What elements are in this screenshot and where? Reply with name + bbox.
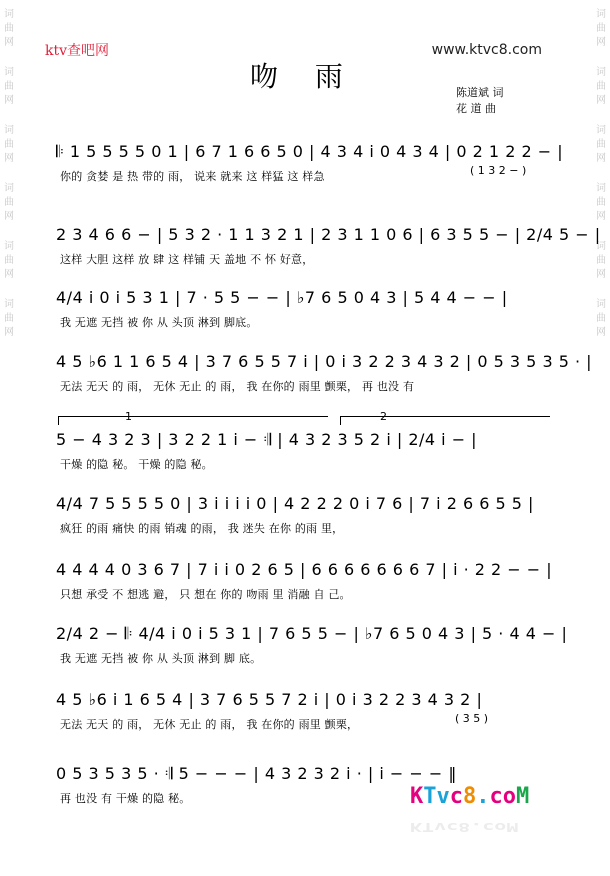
- alternate-notes: ( 3 5 ): [455, 712, 489, 725]
- side-watermark-char: 词: [4, 299, 14, 310]
- score-row-notes: 4 5 ♭6 i 1 6 5 4 | 3 7 6 5 5 7 2 i | 0 i 3 2 2 3 4 3 2 |: [56, 690, 483, 709]
- side-watermark-right: [594, 8, 608, 356]
- side-watermark-char: 词: [596, 241, 606, 252]
- score-row-notes: 4/4 7 5 5 5 5 0 | 3 i i i i 0 | 4 2 2 2 0 i 7 6 | 7 i 2 6 6 5 5 |: [56, 494, 534, 513]
- side-watermark-char: 网: [4, 95, 14, 106]
- site-url[interactable]: www.ktvc8.com: [431, 42, 542, 58]
- side-watermark-char: 网: [4, 327, 14, 338]
- side-watermark-char: 网: [4, 269, 14, 280]
- side-watermark-char: 词: [596, 183, 606, 194]
- score-row-lyrics: 我 无遮 无挡 被 你 从 头顶 淋到 脚底。: [60, 316, 258, 329]
- side-watermark-char: 网: [596, 269, 606, 280]
- side-watermark-char: 曲: [4, 313, 14, 324]
- side-watermark-char: 曲: [4, 197, 14, 208]
- side-watermark-char: 词: [4, 125, 14, 136]
- side-watermark-char: 曲: [596, 139, 606, 150]
- score-row-lyrics: 只想 承受 不 想逃 避， 只 想在 你的 吻雨 里 消融 自 己。: [60, 588, 351, 601]
- score-row-notes: 4 4 4 4 0 3 6 7 | 7 i i 0 2 6 5 | 6 6 6 6 6 6 6 7 | i · 2 2 − − |: [56, 560, 553, 579]
- side-watermark-char: 网: [596, 327, 606, 338]
- site-label: ktv查吧网: [45, 43, 110, 59]
- side-watermark-char: 曲: [596, 23, 606, 34]
- score-row-notes: 2/4 2 − 𝄆 4/4 i 0 i 5 3 1 | 7 6 5 5 − | ♭7 6 5 0 4 3 | 5 · 4 4 − |: [56, 624, 568, 643]
- side-watermark-char: 曲: [4, 139, 14, 150]
- score-row-notes: 𝄆 1 5 5 5 5 0 1 | 6 7 1 6 6 5 0 | 4 3 4 i 0 4 3 4 | 0 2 1 2 2 − |: [56, 142, 564, 161]
- first-ending-number: 1: [125, 410, 132, 423]
- side-watermark-char: 词: [596, 299, 606, 310]
- alternate-notes: ( 1 3 2 − ): [470, 164, 527, 177]
- score-row-notes: 4/4 i 0 i 5 3 1 | 7 · 5 5 − − | ♭7 6 5 0 4 3 | 5 4 4 − − |: [56, 288, 508, 307]
- side-watermark-char: 词: [596, 67, 606, 78]
- side-watermark-char: 曲: [596, 255, 606, 266]
- lyricist-credit: 陈道斌 词: [456, 86, 504, 99]
- score-row-notes: 2 3 4 6 6 − | 5 3 2 · 1 1 3 2 1 | 2 3 1 1 0 6 | 6 3 5 5 − | 2/4 5 − |: [56, 225, 601, 244]
- side-watermark-char: 词: [4, 67, 14, 78]
- side-watermark-char: 曲: [596, 81, 606, 92]
- second-ending-start: [340, 416, 341, 425]
- side-watermark-char: 网: [4, 153, 14, 164]
- side-watermark-char: 网: [596, 153, 606, 164]
- side-watermark-char: 词: [596, 9, 606, 20]
- side-watermark-char: 词: [4, 183, 14, 194]
- score-row-lyrics: 无法 无天 的 雨， 无休 无止 的 雨， 我 在你的 雨里 颤栗，: [60, 718, 359, 731]
- song-title: 吻 雨: [250, 60, 357, 93]
- ktvc8-logo-reflection: KTvc8.coM: [410, 819, 519, 835]
- side-watermark-char: 曲: [4, 81, 14, 92]
- first-ending-line: [58, 416, 328, 417]
- composer-credit: 花 道 曲: [456, 102, 496, 115]
- side-watermark-char: 网: [4, 37, 14, 48]
- score-row-lyrics: 我 无遮 无挡 被 你 从 头顶 淋到 脚 底。: [60, 652, 262, 665]
- side-watermark-char: 曲: [4, 23, 14, 34]
- score-row-notes: 5 − 4 3 2 3 | 3 2 2 1 i − 𝄇 | 4 3 2 3 5 2 i | 2/4 i − |: [56, 430, 478, 449]
- score-row-notes: 4 5 ♭6 1 1 6 5 4 | 3 7 6 5 5 7 i | 0 i 3 2 2 3 4 3 2 | 0 5 3 5 3 5 · |: [56, 352, 593, 371]
- second-ending-line: [340, 416, 550, 417]
- ktvc8-logo: KTvc8.coM: [410, 784, 530, 809]
- side-watermark-char: 词: [596, 125, 606, 136]
- score-row-lyrics: 干燥 的隐 秘。 干燥 的隐 秘。: [60, 458, 213, 471]
- score-row-lyrics: 无法 无天 的 雨， 无休 无止 的 雨， 我 在你的 雨里 颤栗， 再 也没 有: [60, 380, 415, 393]
- side-watermark-char: 曲: [596, 313, 606, 324]
- first-ending-start: [58, 416, 59, 425]
- side-watermark-char: 网: [4, 211, 14, 222]
- side-watermark-char: 词: [4, 241, 14, 252]
- score-row-lyrics: 再 也没 有 干燥 的隐 秘。: [60, 792, 191, 805]
- second-ending-number: 2: [380, 410, 387, 423]
- score-row-lyrics: 这样 大胆 这样 放 肆 这 样铺 天 盖地 不 怀 好意，: [60, 253, 314, 266]
- side-watermark-char: 曲: [4, 255, 14, 266]
- side-watermark-char: 网: [596, 211, 606, 222]
- side-watermark-char: 网: [596, 37, 606, 48]
- side-watermark-char: 曲: [596, 197, 606, 208]
- side-watermark-left: [2, 8, 16, 356]
- score-row-lyrics: 疯狂 的雨 痛快 的雨 销魂 的雨， 我 迷失 在你 的雨 里，: [60, 522, 344, 535]
- side-watermark-char: 网: [596, 95, 606, 106]
- score-row-notes: 0 5 3 5 3 5 · 𝄇 5 − − − | 4 3 2 3 2 i · | i − − − ‖: [56, 764, 457, 783]
- side-watermark-char: 词: [4, 9, 14, 20]
- score-row-lyrics: 你的 贪婪 是 热 带的 雨， 说来 就来 这 样猛 这 样急: [60, 170, 325, 183]
